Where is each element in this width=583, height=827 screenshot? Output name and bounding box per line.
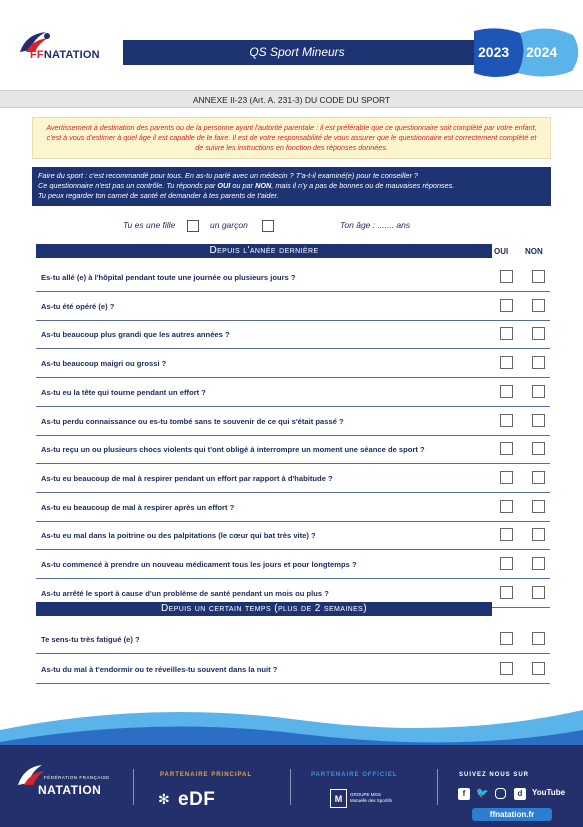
edf-star-icon: ✻ xyxy=(158,791,170,807)
answer-non-checkbox[interactable] xyxy=(532,586,545,599)
girl-label: Tu es une fille xyxy=(123,220,176,230)
answer-non-checkbox[interactable] xyxy=(532,356,545,369)
page-header xyxy=(0,0,583,84)
answer-non-checkbox[interactable] xyxy=(532,557,545,570)
title-band xyxy=(123,40,471,65)
instagram-icon[interactable] xyxy=(495,788,506,799)
question-row xyxy=(36,379,550,407)
answer-non-checkbox[interactable] xyxy=(532,471,545,484)
question-text: As-tu eu beaucoup de mal à respirer pendant un effort par rapport à d'habitude ? xyxy=(41,473,333,483)
answer-non-checkbox[interactable] xyxy=(532,414,545,427)
edf-logo: eDF xyxy=(178,789,216,810)
brand-name: FFNATATION xyxy=(30,49,100,61)
follow-us-label: SUIVEZ NOUS SUR xyxy=(459,772,530,778)
answer-non-checkbox[interactable] xyxy=(532,385,545,398)
question-text: As-tu commencé à prendre un nouveau médicament tous les jours et pour longtemps ? xyxy=(41,560,357,569)
age-field[interactable]: Ton âge : ....... ans xyxy=(340,220,411,230)
question-text: As-tu du mal à t'endormir ou te réveilles-tu souvent dans la nuit ? xyxy=(41,665,278,674)
question-text: As-tu eu la tête qui tourne pendant un effort ? xyxy=(41,387,206,397)
column-oui: OUI xyxy=(494,247,509,256)
answer-oui-checkbox[interactable] xyxy=(500,662,513,675)
question-text: As-tu reçu un ou plusieurs chocs violents qui t'ont obligé à interrompre un moment une séance de sport ? xyxy=(41,445,425,455)
twitter-icon[interactable]: 🐦 xyxy=(476,788,489,799)
column-non: NON xyxy=(525,247,543,256)
question-text: As-tu été opéré (e) ? xyxy=(41,301,115,311)
youtube-icon[interactable]: YouTube xyxy=(532,788,566,797)
answer-non-checkbox[interactable] xyxy=(532,500,545,513)
main-partner-label: PARTENAIRE PRINCIPAL xyxy=(160,772,253,778)
answer-oui-checkbox[interactable] xyxy=(500,327,513,340)
mgs-logo-icon: M xyxy=(330,789,347,808)
question-row xyxy=(36,408,550,436)
footer-divider xyxy=(437,769,438,805)
dailymotion-icon[interactable]: d xyxy=(514,788,526,800)
question-text: As-tu eu beaucoup de mal à respirer après un effort ? xyxy=(41,502,235,512)
answer-oui-checkbox[interactable] xyxy=(500,385,513,398)
question-row xyxy=(36,264,550,292)
identity-row xyxy=(0,218,583,234)
answer-oui-checkbox[interactable] xyxy=(500,632,513,645)
answer-oui-checkbox[interactable] xyxy=(500,442,513,455)
boy-checkbox[interactable] xyxy=(262,220,274,232)
answer-oui-checkbox[interactable] xyxy=(500,270,513,283)
boy-label: un garçon xyxy=(210,220,248,230)
question-row xyxy=(36,350,550,378)
answer-non-checkbox[interactable] xyxy=(532,327,545,340)
intro-line-3: Tu peux regarder ton carnet de santé et demander à tes parents de t'aider. xyxy=(38,191,279,200)
question-row xyxy=(36,494,550,522)
answer-oui-checkbox[interactable] xyxy=(500,528,513,541)
question-text: As-tu perdu connaissance ou es-tu tombé sans te souvenir de ce qui s'était passé ? xyxy=(41,416,344,426)
question-row xyxy=(36,626,550,654)
mgs-logo-text: GROUPE MGS Mutuelle des Sportifs xyxy=(350,792,393,803)
answer-oui-checkbox[interactable] xyxy=(500,500,513,513)
question-text: As-tu arrêté le sport à cause d'un problème de santé pendant un mois ou plus ? xyxy=(41,588,329,598)
answer-oui-checkbox[interactable] xyxy=(500,557,513,570)
season-year-start: 2023 xyxy=(478,44,510,60)
footer-divider xyxy=(133,769,134,805)
question-text: Es-tu allé (e) à l'hôpital pendant toute une journée ou plusieurs jours ? xyxy=(41,273,296,282)
footer-divider xyxy=(290,769,291,805)
facebook-icon[interactable]: f xyxy=(458,788,470,800)
parent-warning-text: Avertissement à destination des parents ou de la personne ayant l'autorité parentale : il est préférable que ce questionnaire soit complété par votre enfant, c'est à vous d'estimer à quel âge il est capable de le faire. Il est de votre responsabilité de vous assurer que le questionnaire est correctement complété et de suivre les instructions en fonction des réponses données. xyxy=(46,123,537,152)
intro-line-2: Ce questionnaire n'est pas un contrôle. Tu réponds par OUI ou par NON, mais il n'y a pas de bonnes ou de mauvaises réponses. xyxy=(38,181,455,190)
parent-warning-box xyxy=(32,117,551,159)
answer-oui-checkbox[interactable] xyxy=(500,471,513,484)
document-title: QS Sport Mineurs xyxy=(249,45,345,59)
question-row xyxy=(36,293,550,321)
answer-oui-checkbox[interactable] xyxy=(500,414,513,427)
question-text: Te sens-tu très fatigué (e) ? xyxy=(41,635,140,644)
ffnatation-logo xyxy=(14,30,124,70)
question-text: As-tu beaucoup plus grandi que les autres années ? xyxy=(41,330,230,340)
answer-oui-checkbox[interactable] xyxy=(500,586,513,599)
answer-non-checkbox[interactable] xyxy=(532,442,545,455)
answer-non-checkbox[interactable] xyxy=(532,299,545,312)
question-text: As-tu eu mal dans la poitrine ou des palpitations (le cœur qui bat très vite) ? xyxy=(41,531,316,541)
answer-oui-checkbox[interactable] xyxy=(500,356,513,369)
question-text: As-tu beaucoup maigri ou grossi ? xyxy=(41,359,167,369)
season-year-end: 2024 xyxy=(526,44,558,60)
question-row xyxy=(36,522,550,550)
answer-non-checkbox[interactable] xyxy=(532,270,545,283)
intro-box xyxy=(32,167,551,206)
answer-non-checkbox[interactable] xyxy=(532,662,545,675)
question-row xyxy=(36,321,550,349)
answer-non-checkbox[interactable] xyxy=(532,632,545,645)
question-row xyxy=(36,656,550,684)
answer-oui-checkbox[interactable] xyxy=(500,299,513,312)
question-row xyxy=(36,551,550,579)
answer-non-checkbox[interactable] xyxy=(532,528,545,541)
website-link[interactable]: ffnatation.fr xyxy=(472,808,552,821)
section-for-some-time: Depuis un certain temps (plus de 2 semaines) xyxy=(36,602,492,616)
question-row xyxy=(36,465,550,493)
girl-checkbox[interactable] xyxy=(187,220,199,232)
official-partner-label: PARTENAIRE OFFICIEL xyxy=(311,772,398,778)
question-row xyxy=(36,436,550,464)
intro-line-1: Faire du sport : c'est recommandé pour tous. En as-tu parlé avec un médecin ? T'a-t-il examiné(e) pour te conseiller ? xyxy=(38,171,418,180)
section-since-last-year: Depuis l'année dernière xyxy=(36,244,492,258)
footer xyxy=(0,745,583,827)
footer-federation-logo: FÉDÉRATION FRANÇAISE NATATION xyxy=(14,763,118,809)
annexe-reference: ANNEXE II-23 (Art. A. 231-3) DU CODE DU SPORT xyxy=(0,90,583,108)
